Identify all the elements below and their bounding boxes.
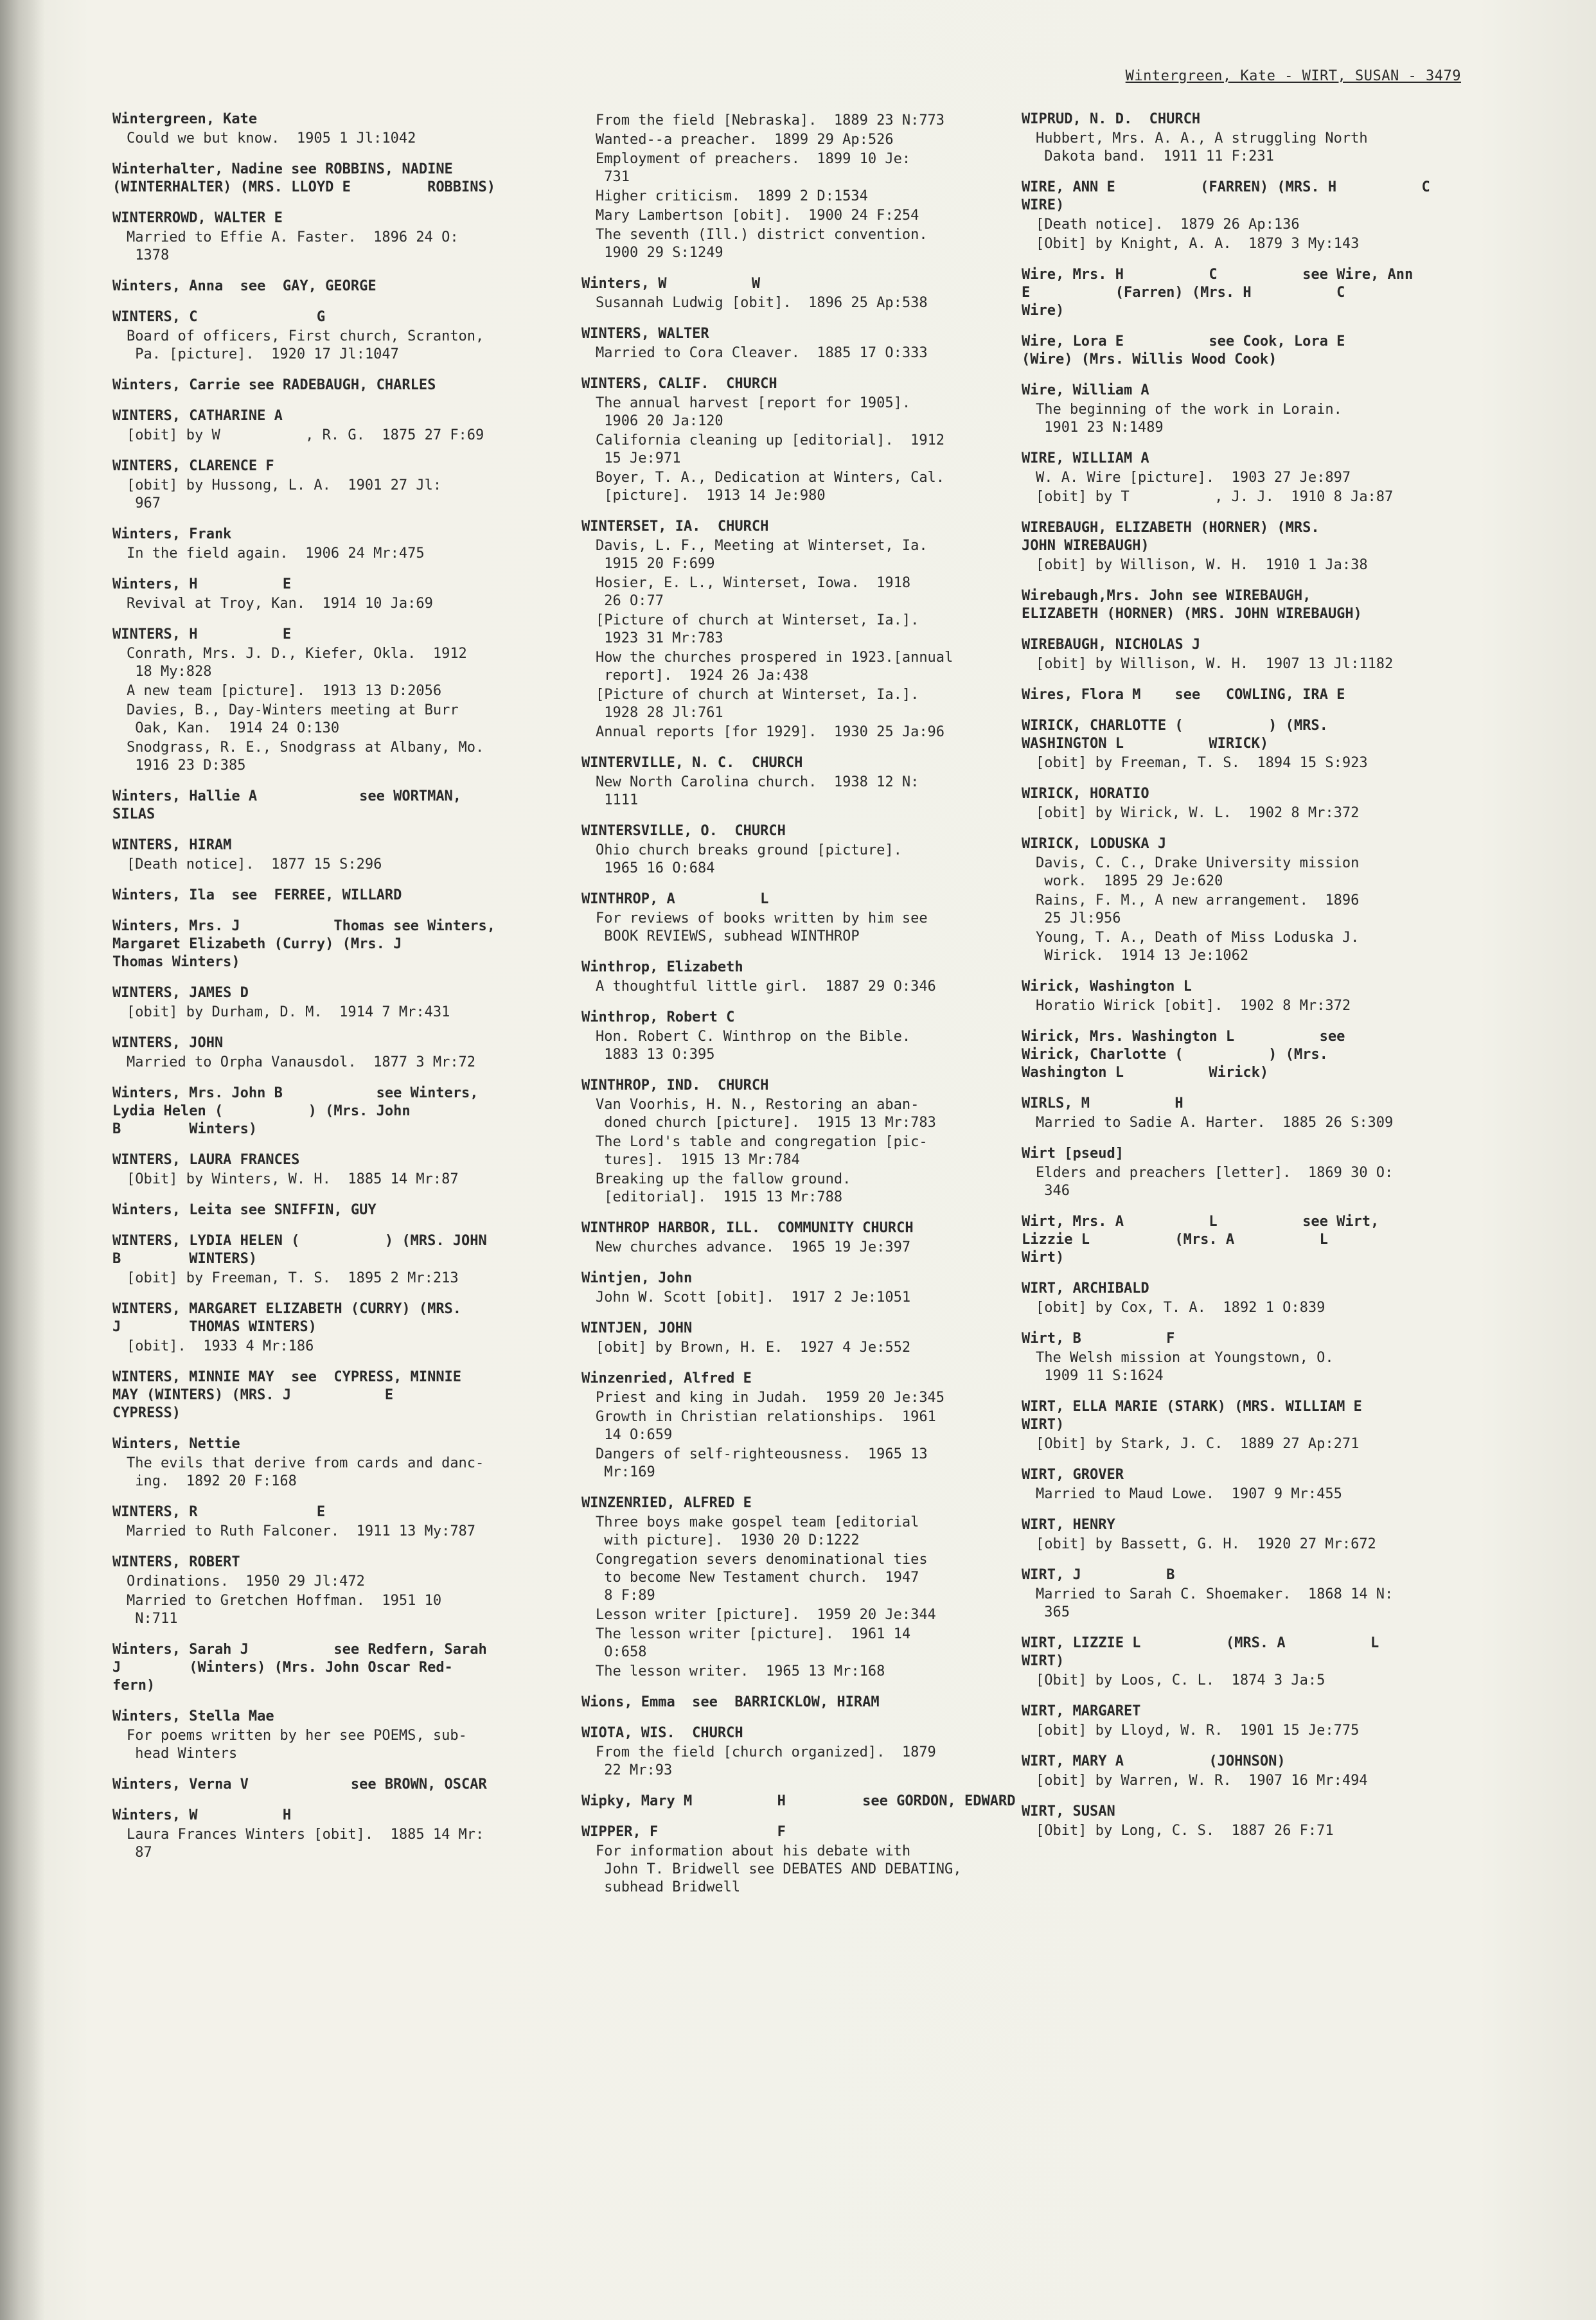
index-entry (112, 837, 575, 874)
index-entry (112, 376, 575, 394)
index-entry (1022, 835, 1484, 965)
entry-heading: Wintjen, John (581, 1270, 693, 1286)
entry-heading: WINTERS, LYDIA HELEN ( ) (MRS. JOHN B WINTERS) (112, 1233, 487, 1267)
entry-heading: WIRT, MARGARET (1022, 1703, 1141, 1719)
entry-heading: WINTERS, H E (112, 626, 292, 642)
index-entry (1022, 1213, 1484, 1267)
entry-heading: WIRICK, CHARLOTTE ( ) (MRS. WASHINGTON L WIRICK) (1022, 718, 1328, 752)
index-entry (581, 1320, 1031, 1357)
entry-heading: WIPPER, F F (581, 1824, 786, 1840)
book-binding-shadow (0, 0, 45, 2320)
entry-heading: WINTERSET, IA. CHURCH (581, 518, 769, 535)
index-entry (112, 308, 575, 364)
index-entry (112, 1554, 575, 1628)
index-entry (581, 518, 1031, 741)
entry-heading: WIRE, ANN E (FARREN) (MRS. H C WIRE) (1022, 179, 1430, 213)
index-entry (1022, 1466, 1484, 1503)
entry-heading: Wire, Mrs. H C see Wire, Ann E (Farren) (Mrs. H C Wire) (1022, 267, 1414, 319)
entry-citation: Married to Effie A. Faster. 1896 24 O: 1378 (127, 229, 459, 263)
index-entry (581, 1823, 1031, 1897)
index-entry (112, 1435, 575, 1491)
running-head: Wintergreen, Kate - WIRT, SUSAN - 3479 (1125, 68, 1461, 84)
entry-heading: Wires, Flora M see COWLING, IRA E (1022, 687, 1345, 703)
index-entry (112, 1368, 575, 1422)
entry-heading: WIRT, SUSAN (1022, 1803, 1115, 1820)
entry-heading: WIRLS, M H (1022, 1095, 1184, 1111)
entry-heading: WINTERS, ROBERT (112, 1554, 240, 1570)
entry-citation: [Picture of church at Winterset, Ia.]. 1928 28 Jl:761 (596, 687, 919, 721)
entry-heading: WIRT, GROVER (1022, 1467, 1124, 1483)
index-entry (1022, 266, 1484, 320)
index-entry (1022, 636, 1484, 673)
entry-heading: Wirebaugh,Mrs. John see WIREBAUGH, ELIZABETH (HORNER) (MRS. JOHN WIREBAUGH) (1022, 588, 1362, 622)
index-entry (1022, 1028, 1484, 1082)
index-entry (112, 1300, 575, 1356)
index-entry (112, 1151, 575, 1189)
entry-citation: Congregation severs denominational ties to become New Testament church. 1947 8 F:89 (596, 1552, 928, 1604)
entry-citation: Married to Gretchen Hoffman. 1951 10 N:711 (127, 1593, 442, 1627)
entry-citation: The seventh (Ill.) district convention. 1900 29 S:1249 (596, 227, 928, 261)
entry-citation: [obit] by Warren, W. R. 1907 16 Mr:494 (1036, 1773, 1368, 1789)
entry-heading: Wions, Emma see BARRICKLOW, HIRAM (581, 1694, 880, 1710)
index-entry (581, 112, 1031, 262)
entry-heading: Wintergreen, Kate (112, 111, 258, 127)
entry-citation: Hosier, E. L., Winterset, Iowa. 1918 26 O:77 (596, 575, 911, 609)
entry-citation: Employment of preachers. 1899 10 Je: 731 (596, 151, 911, 185)
entry-citation: [Obit] by Knight, A. A. 1879 3 My:143 (1036, 236, 1360, 252)
index-column-2 (581, 111, 1031, 1909)
index-entry (112, 1641, 575, 1695)
entry-citation: [Picture of church at Winterset, Ia.]. 1923 31 Mr:783 (596, 612, 919, 646)
index-entry (581, 1219, 1031, 1257)
entry-citation: In the field again. 1906 24 Mr:475 (127, 545, 425, 562)
index-entry (1022, 382, 1484, 437)
index-entry (112, 1034, 575, 1072)
entry-heading: Wire, William A (1022, 382, 1149, 398)
index-entry (112, 209, 575, 265)
index-entry (581, 1793, 1031, 1811)
entry-heading: WINTERS, MARGARET ELIZABETH (CURRY) (MRS. J THOMAS WINTERS) (112, 1301, 462, 1335)
entry-citation: Lesson writer [picture]. 1959 20 Je:344 (596, 1607, 936, 1623)
index-entry (1022, 717, 1484, 772)
index-entry (581, 1494, 1031, 1681)
index-entry (112, 111, 575, 148)
entry-heading: Wirt, B F (1022, 1331, 1175, 1347)
index-entry (112, 161, 575, 197)
entry-citation: Susannah Ludwig [obit]. 1896 25 Ap:538 (596, 295, 928, 311)
index-entry (581, 1009, 1031, 1064)
index-entry (1022, 519, 1484, 574)
entry-citation: John W. Scott [obit]. 1917 2 Je:1051 (596, 1289, 911, 1306)
entry-heading: WINTERS, C G (112, 309, 326, 325)
entry-citation: How the churches prospered in 1923.[annual report]. 1924 26 Ja:438 (596, 650, 953, 684)
entry-citation: Married to Ruth Falconer. 1911 13 My:787 (127, 1523, 476, 1539)
entry-citation: A thoughtful little girl. 1887 29 O:346 (596, 978, 936, 995)
entry-citation: Davis, C. C., Drake University mission work. 1895 29 Je:620 (1036, 855, 1360, 889)
entry-citation: Rains, F. M., A new arrangement. 1896 25 Jl:956 (1036, 892, 1360, 926)
index-entry (1022, 333, 1484, 369)
entry-heading: WIRT, ARCHIBALD (1022, 1280, 1149, 1297)
index-entry (112, 1776, 575, 1794)
index-entry (1022, 1398, 1484, 1453)
entry-citation: [Obit] by Stark, J. C. 1889 27 Ap:271 (1036, 1436, 1360, 1452)
entry-citation: Mary Lambertson [obit]. 1900 24 F:254 (596, 208, 919, 224)
entry-heading: Wire, Lora E see Cook, Lora E (Wire) (Mrs. Willis Wood Cook) (1022, 333, 1345, 367)
entry-heading: WINTERS, CLARENCE F (112, 458, 274, 474)
index-entry (581, 1724, 1031, 1780)
entry-heading: WINTERS, MINNIE MAY see CYPRESS, MINNIE MAY (WINTERS) (MRS. J E CYPRESS) (112, 1369, 462, 1421)
index-entry (112, 917, 575, 971)
entry-heading: Wipky, Mary M H see GORDON, EDWARD (581, 1793, 1016, 1809)
index-entry (112, 407, 575, 445)
entry-citation: Hubbert, Mrs. A. A., A struggling North Dakota band. 1911 11 F:231 (1036, 130, 1368, 164)
entry-citation: The annual harvest [report for 1905]. 1906 20 Ja:120 (596, 395, 911, 429)
index-entry (1022, 1753, 1484, 1790)
index-entry (581, 1270, 1031, 1307)
entry-citation: The evils that derive from cards and danc- ing. 1892 20 F:168 (127, 1455, 484, 1489)
entry-heading: WIRT, LIZZIE L (MRS. A L WIRT) (1022, 1635, 1379, 1669)
index-entry (1022, 785, 1484, 822)
entry-citation: [obit] by Hussong, L. A. 1901 27 Jl: 967 (127, 477, 442, 511)
entry-heading: WINTERVILLE, N. C. CHURCH (581, 755, 803, 771)
entry-citation: [obit] by Wirick, W. L. 1902 8 Mr:372 (1036, 805, 1360, 821)
entry-citation: Breaking up the fallow ground. [editorial]. 1915 13 Mr:788 (596, 1171, 851, 1205)
entry-citation: The Welsh mission at Youngstown, O. 1909 11 S:1624 (1036, 1350, 1334, 1384)
index-entry (581, 1694, 1031, 1712)
entry-heading: Winters, Ila see FERREE, WILLARD (112, 887, 402, 903)
entry-heading: WINZENRIED, ALFRED E (581, 1495, 752, 1511)
entry-citation: Laura Frances Winters [obit]. 1885 14 Mr: 87 (127, 1827, 484, 1861)
index-entry (112, 788, 575, 824)
entry-citation: For reviews of books written by him see BOOK REVIEWS, subhead WINTHROP (596, 910, 928, 944)
entry-heading: Winters, Mrs. J Thomas see Winters, Margaret Elizabeth (Curry) (Mrs. J Thomas Winters) (112, 918, 496, 970)
entry-citation: Young, T. A., Death of Miss Loduska J. Wirick. 1914 13 Je:1062 (1036, 930, 1360, 964)
index-entry (581, 890, 1031, 946)
entry-citation: Hon. Robert C. Winthrop on the Bible. 1883 13 O:395 (596, 1029, 911, 1063)
index-entry (112, 626, 575, 775)
entry-citation: Married to Cora Cleaver. 1885 17 O:333 (596, 345, 928, 361)
entry-heading: WINTERROWD, WALTER E (112, 210, 283, 226)
index-entry (1022, 587, 1484, 623)
entry-heading: WINTERS, JOHN (112, 1035, 224, 1051)
entry-heading: WINTERS, CALIF. CHURCH (581, 376, 777, 392)
entry-citation: Could we but know. 1905 1 Jl:1042 (127, 130, 416, 146)
entry-citation: [Death notice]. 1877 15 S:296 (127, 856, 382, 872)
index-entry (581, 275, 1031, 312)
entry-citation: [obit]. 1933 4 Mr:186 (127, 1338, 314, 1354)
entry-citation: The beginning of the work in Lorain. 1901 23 N:1489 (1036, 402, 1342, 436)
entry-citation: [Obit] by Long, C. S. 1887 26 F:71 (1036, 1823, 1334, 1839)
entry-citation: [obit] by Willison, W. H. 1907 13 Jl:1182 (1036, 656, 1394, 672)
entry-citation: [obit] by Bassett, G. H. 1920 27 Mr:672 (1036, 1536, 1376, 1552)
entry-citation: Wanted--a preacher. 1899 29 Ap:526 (596, 132, 894, 148)
index-entry (581, 754, 1031, 810)
index-entry (112, 1201, 575, 1219)
entry-heading: WINTERS, WALTER (581, 326, 709, 342)
entry-heading: WINTHROP, IND. CHURCH (581, 1077, 769, 1094)
index-entry (581, 1077, 1031, 1207)
entry-citation: [obit] by Freeman, T. S. 1895 2 Mr:213 (127, 1270, 459, 1286)
entry-heading: WIPRUD, N. D. CHURCH (1022, 111, 1201, 127)
entry-citation: [obit] by Freeman, T. S. 1894 15 S:923 (1036, 755, 1368, 771)
entry-heading: Winters, Verna V see BROWN, OSCAR (112, 1776, 487, 1793)
entry-heading: Winters, Mrs. John B see Winters, Lydia Helen ( ) (Mrs. John B Winters) (112, 1085, 479, 1137)
entry-citation: Davis, L. F., Meeting at Winterset, Ia. 1915 20 F:699 (596, 538, 928, 572)
entry-citation: Married to Orpha Vanausdol. 1877 3 Mr:72 (127, 1054, 476, 1070)
entry-citation: Horatio Wirick [obit]. 1902 8 Mr:372 (1036, 998, 1351, 1014)
index-entry (1022, 111, 1484, 166)
index-column-3 (1022, 111, 1484, 1853)
entry-citation: Married to Sarah C. Shoemaker. 1868 14 N: 365 (1036, 1586, 1394, 1620)
entry-heading: Wirt [pseud] (1022, 1146, 1124, 1162)
entry-heading: Winters, Leita see SNIFFIN, GUY (112, 1202, 377, 1218)
entry-heading: WINTERS, HIRAM (112, 837, 232, 853)
entry-citation: Dangers of self-righteousness. 1965 13 Mr:169 (596, 1446, 928, 1480)
entry-heading: WIREBAUGH, ELIZABETH (HORNER) (MRS. JOHN WIREBAUGH) (1022, 520, 1320, 554)
index-entry (112, 576, 575, 613)
entry-citation: Ordinations. 1950 29 Jl:472 (127, 1573, 365, 1589)
entry-citation: [obit] by Brown, H. E. 1927 4 Je:552 (596, 1340, 911, 1356)
entry-heading: Winthrop, Elizabeth (581, 959, 743, 975)
entry-heading: Winters, Carrie see RADEBAUGH, CHARLES (112, 377, 436, 393)
index-entry (581, 959, 1031, 996)
entry-heading: WINTERS, CATHARINE A (112, 408, 283, 424)
entry-heading: WIRICK, HORATIO (1022, 786, 1149, 802)
index-entry (112, 887, 575, 905)
entry-citation: [obit] by Willison, W. H. 1910 1 Ja:38 (1036, 557, 1368, 573)
entry-heading: WINTERS, R E (112, 1504, 326, 1520)
entry-heading: Winters, Hallie A see WORTMAN, SILAS (112, 788, 462, 822)
entry-heading: WIRE, WILLIAM A (1022, 450, 1149, 466)
index-entry (1022, 1145, 1484, 1200)
index-entry (1022, 1703, 1484, 1740)
entry-citation: Elders and preachers [letter]. 1869 30 O: 346 (1036, 1165, 1394, 1199)
index-entry (1022, 1803, 1484, 1840)
entry-heading: WINTERS, JAMES D (112, 985, 249, 1001)
entry-heading: Winters, W H (112, 1807, 292, 1823)
index-entry (1022, 179, 1484, 253)
entry-heading: WINTHROP HARBOR, ILL. COMMUNITY CHURCH (581, 1220, 914, 1236)
entry-heading: Winters, Anna see GAY, GEORGE (112, 278, 377, 294)
entry-citation: New North Carolina church. 1938 12 N: 1111 (596, 774, 919, 808)
entry-citation: Davies, B., Day-Winters meeting at Burr Oak, Kan. 1914 24 O:130 (127, 702, 459, 736)
entry-citation: Boyer, T. A., Dedication at Winters, Cal. [picture]. 1913 14 Je:980 (596, 470, 945, 504)
entry-citation: From the field [Nebraska]. 1889 23 N:773 (596, 112, 945, 128)
entry-citation: [obit] by W , R. G. 1875 27 F:69 (127, 427, 484, 443)
entry-citation: The lesson writer. 1965 13 Mr:168 (596, 1663, 885, 1679)
index-entry (112, 984, 575, 1022)
entry-heading: Winzenried, Alfred E (581, 1370, 752, 1386)
index-column-1 (112, 111, 575, 1875)
index-entry (1022, 686, 1484, 704)
index-entry (581, 822, 1031, 878)
entry-heading: WINTHROP, A L (581, 891, 769, 907)
entry-heading: Winters, Sarah J see Redfern, Sarah J (Winters) (Mrs. John Oscar Red- fern) (112, 1642, 487, 1694)
entry-citation: [Death notice]. 1879 26 Ap:136 (1036, 217, 1300, 233)
index-entry (1022, 1566, 1484, 1622)
entry-heading: Winters, Stella Mae (112, 1708, 274, 1724)
entry-citation: [obit] by Lloyd, W. R. 1901 15 Je:775 (1036, 1722, 1360, 1739)
entry-heading: Winterhalter, Nadine see ROBBINS, NADINE (WINTERHALTER) (MRS. LLOYD E ROBBINS) (112, 161, 496, 195)
entry-citation: [obit] by Durham, D. M. 1914 7 Mr:431 (127, 1004, 450, 1020)
entry-citation: Ohio church breaks ground [picture]. 1965 16 O:684 (596, 842, 902, 876)
index-entry (112, 1807, 575, 1862)
entry-heading: WIRT, ELLA MARIE (STARK) (MRS. WILLIAM E WIRT) (1022, 1399, 1362, 1433)
index-entry (1022, 450, 1484, 506)
entry-citation: Three boys make gospel team [editorial with picture]. 1930 20 D:1222 (596, 1514, 919, 1548)
entry-heading: WIRICK, LODUSKA J (1022, 836, 1167, 852)
index-entry (1022, 1634, 1484, 1690)
entry-citation: California cleaning up [editorial]. 1912 15 Je:971 (596, 432, 945, 466)
entry-heading: WINTJEN, JOHN (581, 1320, 693, 1336)
entry-citation: [obit] by T , J. J. 1910 8 Ja:87 (1036, 489, 1394, 505)
entry-citation: Annual reports [for 1929]. 1930 25 Ja:96 (596, 724, 945, 740)
entry-citation: For poems written by her see POEMS, sub- head Winters (127, 1728, 467, 1762)
index-entry (112, 1232, 575, 1288)
index-entry (112, 526, 575, 563)
entry-citation: Conrath, Mrs. J. D., Kiefer, Okla. 1912 18 My:828 (127, 646, 467, 680)
index-entry (581, 325, 1031, 362)
entry-heading: WINTERS, LAURA FRANCES (112, 1152, 300, 1168)
entry-heading: WINTERSVILLE, O. CHURCH (581, 823, 786, 839)
index-entry (581, 375, 1031, 505)
entry-heading: Winters, W W (581, 276, 761, 292)
index-entry (112, 1708, 575, 1763)
entry-heading: Winters, Nettie (112, 1436, 240, 1452)
entry-citation: The lesson writer [picture]. 1961 14 O:658 (596, 1626, 911, 1660)
entry-citation: [Obit] by Loos, C. L. 1874 3 Ja:5 (1036, 1672, 1326, 1688)
entry-heading: WIRT, HENRY (1022, 1517, 1115, 1533)
index-entry (112, 1085, 575, 1138)
entry-heading: WIREBAUGH, NICHOLAS J (1022, 637, 1201, 653)
entry-heading: Wirt, Mrs. A L see Wirt, Lizzie L (Mrs. A L Wirt) (1022, 1214, 1379, 1266)
entry-heading: WIRT, J B (1022, 1567, 1175, 1583)
entry-citation: A new team [picture]. 1913 13 D:2056 (127, 683, 442, 699)
entry-citation: Higher criticism. 1899 2 D:1534 (596, 188, 868, 204)
entry-heading: Winters, Frank (112, 526, 232, 542)
entry-citation: [obit] by Cox, T. A. 1892 1 O:839 (1036, 1300, 1326, 1316)
entry-citation: Van Voorhis, H. N., Restoring an aban- doned church [picture]. 1915 13 Mr:783 (596, 1097, 936, 1131)
entry-citation: Priest and king in Judah. 1959 20 Je:345 (596, 1390, 945, 1406)
entry-heading: Wirick, Mrs. Washington L see Wirick, Charlotte ( ) (Mrs. Washington L Wirick) (1022, 1029, 1345, 1081)
entry-heading: WIRT, MARY A (JOHNSON) (1022, 1753, 1286, 1769)
index-entry (1022, 1330, 1484, 1385)
entry-heading: Wirick, Washington L (1022, 978, 1192, 995)
entry-citation: Married to Maud Lowe. 1907 9 Mr:455 (1036, 1486, 1342, 1502)
index-entry (1022, 1280, 1484, 1317)
entry-citation: New churches advance. 1965 19 Je:397 (596, 1239, 911, 1255)
index-entry (1022, 1095, 1484, 1132)
entry-heading: WIOTA, WIS. CHURCH (581, 1725, 743, 1741)
index-entry (112, 278, 575, 296)
entry-citation: W. A. Wire [picture]. 1903 27 Je:897 (1036, 470, 1351, 486)
entry-citation: Snodgrass, R. E., Snodgrass at Albany, Mo. 1916 23 D:385 (127, 739, 484, 774)
index-entry (581, 1370, 1031, 1482)
index-entry (112, 1503, 575, 1541)
index-entry (112, 457, 575, 513)
entry-citation: The Lord's table and congregation [pic- tures]. 1915 13 Mr:784 (596, 1134, 928, 1168)
entry-citation: [Obit] by Winters, W. H. 1885 14 Mr:87 (127, 1171, 459, 1187)
entry-citation: Married to Sadie A. Harter. 1885 26 S:309 (1036, 1115, 1394, 1131)
index-entry (1022, 978, 1484, 1015)
entry-citation: For information about his debate with John T. Bridwell see DEBATES AND DEBATING, subhead Bridwell (596, 1843, 962, 1895)
entry-citation: Board of officers, First church, Scranton, Pa. [picture]. 1920 17 Jl:1047 (127, 328, 484, 362)
entry-citation: Growth in Christian relationships. 1961 14 O:659 (596, 1409, 936, 1443)
entry-citation: From the field [church organized]. 1879 22 Mr:93 (596, 1744, 936, 1778)
index-entry (1022, 1516, 1484, 1554)
entry-citation: Revival at Troy, Kan. 1914 10 Ja:69 (127, 596, 433, 612)
entry-heading: Winters, H E (112, 576, 292, 592)
entry-heading: Winthrop, Robert C (581, 1009, 735, 1025)
